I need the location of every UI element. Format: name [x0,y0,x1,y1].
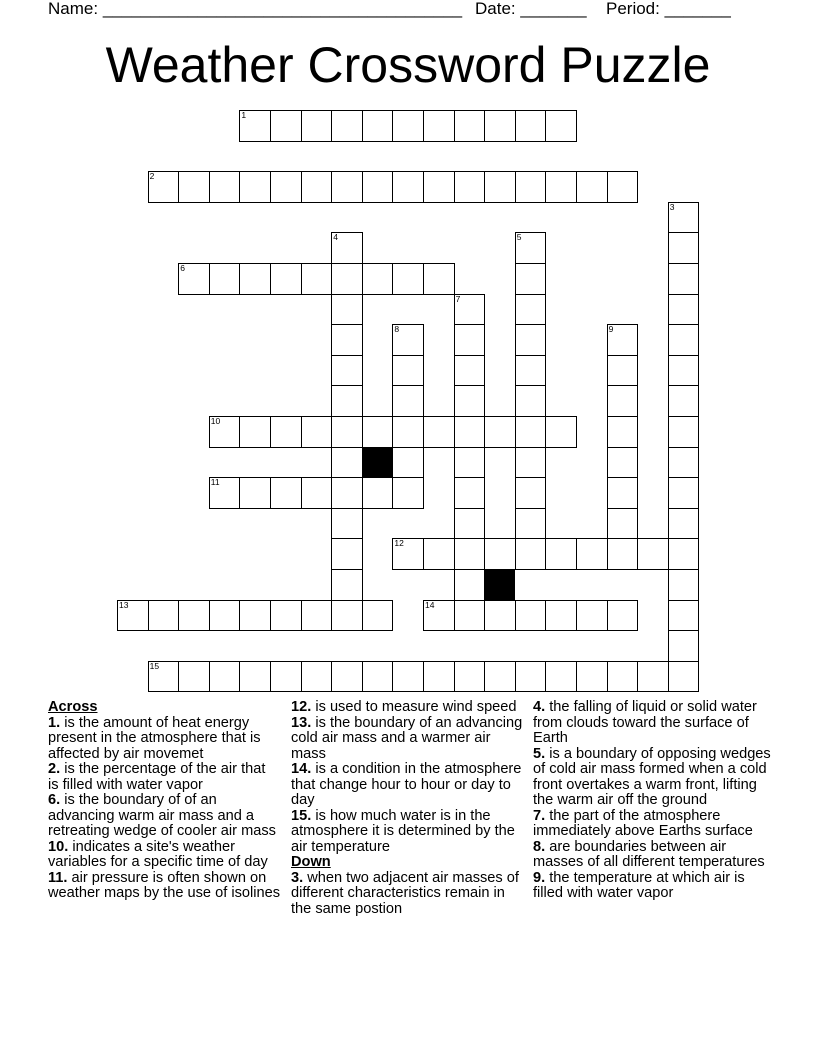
crossword-cell[interactable] [301,263,333,295]
period-field[interactable] [606,0,731,18]
crossword-cell[interactable] [515,294,547,326]
crossword-cell[interactable] [331,661,363,693]
crossword-cell[interactable] [423,416,455,448]
crossword-cell[interactable] [668,385,700,417]
crossword-cell[interactable] [668,630,700,662]
crossword-cell[interactable] [484,416,516,448]
crossword-cell[interactable] [239,171,271,203]
crossword-cell[interactable] [668,508,700,540]
crossword-cell[interactable] [423,110,455,142]
crossword-cell[interactable] [117,600,149,632]
crossword-cell[interactable] [668,202,700,234]
crossword-cell[interactable] [423,600,455,632]
crossword-cell[interactable] [209,600,241,632]
crossword-cell[interactable] [454,171,486,203]
crossword-cell[interactable] [331,600,363,632]
crossword-cell[interactable] [607,600,639,632]
crossword-cell[interactable] [607,508,639,540]
crossword-cell[interactable] [668,294,700,326]
crossword-cell[interactable] [545,661,577,693]
crossword-cell[interactable] [148,171,180,203]
crossword-cell[interactable] [637,661,669,693]
clue-across-2: 2. is the percentage of the air that is filled with water vapor [48,761,266,793]
crossword-cell[interactable] [362,416,394,448]
crossword-cell[interactable] [392,661,424,693]
crossword-cell[interactable] [607,477,639,509]
crossword-cell[interactable] [331,538,363,570]
crossword-cell[interactable] [576,661,608,693]
crossword-cell[interactable] [515,263,547,295]
crossword-cell[interactable] [301,661,333,693]
crossword-cell[interactable] [454,569,486,601]
crossword-cell[interactable] [301,477,333,509]
clue-number: 2 [149,171,155,182]
crossword-cell[interactable] [239,263,271,295]
crossword-cell[interactable] [239,416,271,448]
crossword-cell[interactable] [484,171,516,203]
clue-down-7: 7. the part of the atmosphere immediately above Earths surface [533,807,753,839]
black-square [362,447,393,478]
crossword-cell[interactable] [270,416,302,448]
crossword-cell[interactable] [239,661,271,693]
crossword-cell[interactable] [515,324,547,356]
crossword-cell[interactable] [148,661,180,693]
crossword-cell[interactable] [515,232,547,264]
crossword-cell[interactable] [454,508,486,540]
crossword-cell[interactable] [668,416,700,448]
crossword-cell[interactable] [392,263,424,295]
clue-across-15: 15. is how much water is in the atmosphere it is determined by the air temperature [291,807,515,855]
crossword-cell[interactable] [209,661,241,693]
crossword-cell[interactable] [209,416,241,448]
date-label: Date: [475,0,516,18]
crossword-cell[interactable] [331,355,363,387]
name-field[interactable] [48,0,462,18]
crossword-cell[interactable] [454,447,486,479]
clue-number: 14 [425,599,435,610]
crossword-cell[interactable] [392,416,424,448]
crossword-cell[interactable] [331,477,363,509]
name-label: Name: [48,0,99,18]
crossword-cell[interactable] [392,110,424,142]
crossword-cell[interactable] [209,263,241,295]
crossword-cell[interactable] [607,171,639,203]
crossword-cell[interactable] [331,263,363,295]
clue-across-10: 10. indicates a site's weather variables for a specific time of day [48,838,268,870]
crossword-cell[interactable] [515,600,547,632]
clues-column-2 [291,700,523,917]
clue-number: 11 [210,477,220,488]
crossword-cell[interactable] [484,538,516,570]
crossword-cell[interactable] [576,600,608,632]
crossword-cell[interactable] [331,110,363,142]
crossword-cell[interactable] [607,661,639,693]
clue-number: 1 [241,110,247,120]
crossword-cell[interactable] [454,110,486,142]
crossword-cell[interactable] [454,477,486,509]
black-square [485,570,516,601]
clue-down-4: 4. the falling of liquid or solid water from clouds toward the surface of Earth [533,699,757,746]
crossword-cell[interactable] [668,600,700,632]
clue-number: 10 [210,416,221,426]
crossword-cell[interactable] [515,508,547,540]
crossword-cell[interactable] [331,447,363,479]
crossword-cell[interactable] [607,538,639,570]
clue-down-3: 3. when two adjacent air masses of different characteristics remain in the same postion [291,869,519,917]
clue-down-8: 8. are boundaries between air masses of all different temperatures [533,838,765,870]
crossword-cell[interactable] [362,171,394,203]
crossword-cell[interactable] [270,661,302,693]
crossword-cell[interactable] [209,477,241,509]
crossword-cell[interactable] [454,416,486,448]
crossword-cell[interactable] [545,110,577,142]
clue-down-5: 5. is a boundary of opposing wedges of cold air mass formed when a cold front overtakes a warm front, lifting the warm air off the ground [533,745,771,808]
clue-across-12: 12. is used to measure wind speed [291,699,517,715]
crossword-cell[interactable] [607,385,639,417]
crossword-cell[interactable] [239,600,271,632]
crossword-cell[interactable] [668,538,700,570]
clue-across-1: 1. is the amount of heat energy present in the atmosphere that is affected by air movemet [48,714,261,762]
crossword-cell[interactable] [668,263,700,295]
crossword-cell[interactable] [454,600,486,632]
crossword-cell[interactable] [515,355,547,387]
crossword-cell[interactable] [331,416,363,448]
crossword-cell[interactable] [454,538,486,570]
clue-across-6: 6. is the boundary of of an advancing warm air mass and a retreating wedge of cooler air mass [48,792,276,839]
crossword-cell[interactable] [178,263,210,295]
student-info-header [48,0,788,22]
crossword-cell[interactable] [668,569,700,601]
period-label: Period: [606,0,660,18]
crossword-cell[interactable] [607,355,639,387]
crossword-cell[interactable] [423,171,455,203]
page-title: Weather Crossword Puzzle [105,37,711,93]
crossword-cell[interactable] [270,110,302,142]
crossword-cell[interactable] [515,385,547,417]
crossword-cell[interactable] [515,661,547,693]
crossword-cell[interactable] [668,661,700,693]
crossword-cell[interactable] [178,171,210,203]
clues-column-1 [48,700,280,902]
crossword-cell[interactable] [484,110,516,142]
name-blank[interactable]: ______________________________________ [102,0,463,18]
clue-number: 12 [394,538,404,549]
across-heading: Across [48,699,98,715]
crossword-cell[interactable] [331,324,363,356]
crossword-cell[interactable] [423,538,455,570]
crossword-cell[interactable] [545,600,577,632]
crossword-cell[interactable] [484,661,516,693]
clue-across-13: 13. is the boundary of an advancing cold air mass and a warmer air mass [291,714,523,762]
crossword-cell[interactable] [607,416,639,448]
crossword-cell[interactable] [637,538,669,570]
crossword-cell[interactable] [331,385,363,417]
crossword-cell[interactable] [331,232,363,264]
crossword-cell[interactable] [362,110,394,142]
crossword-cell[interactable] [515,447,547,479]
crossword-cell[interactable] [423,661,455,693]
clue-number: 15 [149,660,160,671]
clue-down-9: 9. the temperature at which air is filled with water vapor [533,869,745,901]
crossword-cell[interactable] [392,355,424,387]
clue-across-11: 11. air pressure is often shown on weather maps by the use of isolines [48,869,281,901]
crossword-cell[interactable] [607,447,639,479]
clue-number: 8 [394,324,400,335]
clue-number: 9 [608,324,614,335]
crossword-cell[interactable] [515,538,547,570]
clue-number: 5 [516,232,522,243]
crossword-cell[interactable] [545,416,577,448]
crossword-cell[interactable] [392,324,424,356]
crossword-cell[interactable] [515,416,547,448]
clue-number: 3 [669,201,675,212]
clue-across-14: 14. is a condition in the atmosphere that change hour to hour or day to day [291,761,522,808]
crossword-cell[interactable] [545,538,577,570]
crossword-cell[interactable] [454,355,486,387]
crossword-cell[interactable] [362,263,394,295]
crossword-cell[interactable] [668,232,700,264]
crossword-cell[interactable] [392,171,424,203]
down-heading: Down [291,854,331,870]
crossword-cell[interactable] [301,416,333,448]
crossword-cell[interactable] [148,600,180,632]
crossword-cell[interactable] [209,171,241,203]
crossword-cell[interactable] [392,447,424,479]
crossword-cell[interactable] [515,110,547,142]
crossword-cell[interactable] [454,385,486,417]
crossword-cell[interactable] [331,171,363,203]
crossword-cell[interactable] [515,477,547,509]
crossword-cell[interactable] [331,508,363,540]
crossword-cell[interactable] [178,600,210,632]
crossword-cell[interactable] [392,477,424,509]
crossword-cell[interactable] [270,600,302,632]
crossword-cell[interactable] [545,171,577,203]
crossword-cell[interactable] [576,171,608,203]
crossword-cell[interactable] [301,110,333,142]
crossword-cell[interactable] [270,171,302,203]
crossword-cell[interactable] [362,661,394,693]
crossword-cell[interactable] [668,447,700,479]
crossword-cell[interactable] [270,263,302,295]
crossword-cell[interactable] [392,385,424,417]
crossword-cell[interactable] [270,477,302,509]
crossword-cell[interactable] [239,110,271,142]
clue-number: 6 [180,263,185,273]
clue-number: 13 [119,599,129,610]
crossword-cell[interactable] [331,569,363,601]
period-blank[interactable]: _______ [664,0,731,18]
crossword-cell[interactable] [362,477,394,509]
crossword-cell[interactable] [484,600,516,632]
crossword-cell[interactable] [178,661,210,693]
crossword-cell[interactable] [576,538,608,570]
date-field[interactable] [475,0,587,18]
crossword-cell[interactable] [668,477,700,509]
crossword-cell[interactable] [362,600,394,632]
crossword-cell[interactable] [607,324,639,356]
crossword-cell[interactable] [454,661,486,693]
clue-number: 4 [333,232,338,243]
clues-column-3 [533,700,778,902]
crossword-cell[interactable] [331,294,363,326]
crossword-cell[interactable] [239,477,271,509]
clue-number: 7 [455,293,461,304]
crossword-cell[interactable] [454,324,486,356]
crossword-cell[interactable] [392,538,424,570]
crossword-cell[interactable] [454,294,486,326]
crossword-cell[interactable] [301,600,333,632]
crossword-cell[interactable] [668,355,700,387]
crossword-cell[interactable] [668,324,700,356]
crossword-cell[interactable] [423,263,455,295]
crossword-cell[interactable] [515,171,547,203]
crossword-cell[interactable] [301,171,333,203]
date-blank[interactable]: _______ [520,0,587,18]
